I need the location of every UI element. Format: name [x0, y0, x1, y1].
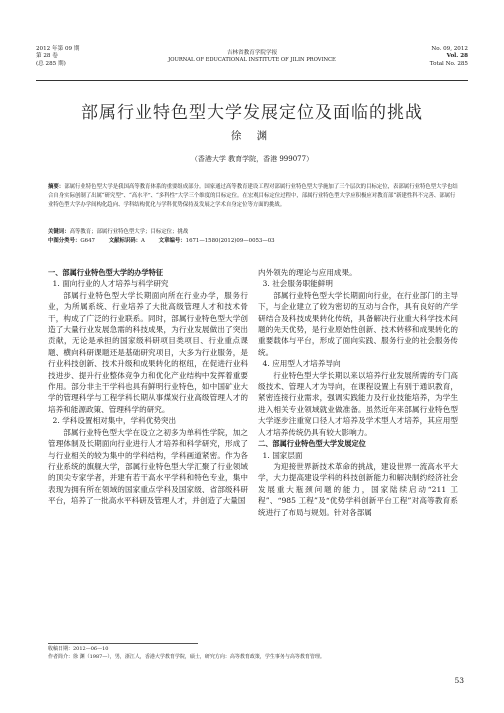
paragraph: 内外领先的理论与应用成果。 [258, 268, 357, 277]
header-total-line: (总 285 期) [36, 60, 66, 67]
header-issue-info-en [388, 46, 468, 68]
paragraph: 部属行业特色型大学长期面向行业，在行业部门的主导下，与企业建立了较为密切的互动与合作，具有良好的产学研结合及科技成果转化传统，具备解决行业重大科学技术问题的先天优势，是行业原始性创新、技术转移和成果转化的重要载体与平台，形成了面向实践、服务行业的社会服务传统。 [258, 290, 458, 357]
art-label: 文章编号： [158, 238, 186, 244]
header-journal-name [120, 50, 384, 65]
article-number [159, 238, 275, 244]
section-heading: 二、部属行业特色型大学发展定位 [258, 439, 366, 449]
section-heading: 一、部属行业特色型大学的办学特征 [48, 268, 164, 277]
body-column-left [48, 267, 248, 507]
keywords [48, 228, 458, 237]
classification-line [48, 237, 458, 246]
clc-code [48, 238, 95, 244]
abstract-label: 摘要： [48, 184, 65, 190]
journal-name-en: JOURNAL OF EDUCATIONAL INSTITUTE OF JILIN PROVINCE [168, 57, 336, 64]
subsection-heading: 3. 社会服务职能鲜明 [262, 279, 333, 289]
article-metadata [48, 228, 458, 246]
footnote-divider [48, 643, 198, 644]
header-no-line: No. 09, 2012 [431, 46, 468, 52]
paragraph: 为迎接世界新技术革命的挑战，建设世界一流高水平大学，大力提高建设学科的科技创新能力和解决制约经济社会发展重大瓶颈问题的能力，国家陆续启动“211 工程”、“985 工程”及“优势学科创新平台工程”对高等教育系统进行了布局与规划。针对各部属 [258, 461, 458, 517]
keywords-label: 关键词： [48, 229, 70, 235]
subsection-heading: 2. 学科设置相对集中，学科优势突出 [52, 416, 177, 426]
clc-value: G647 [80, 238, 95, 244]
footnote [48, 646, 468, 661]
subsection-heading: 4. 应用型人才培养导向 [262, 359, 341, 369]
header-totalno-line: Total No. 285 [429, 60, 468, 67]
author-affiliation: （香港大学 教育学院，香港 999077） [190, 155, 314, 163]
doc-label: 文献标识码： [108, 238, 142, 244]
art-value: 1671—1580(2012)09—0053—03 [185, 238, 275, 244]
article-title: 部属行业特色型大学发展定位及面临的挑战 [81, 103, 423, 123]
header-divider [36, 80, 468, 81]
subsection-heading: 1. 国家层面 [262, 450, 303, 460]
author-bio: 作者简介：徐 渊（1987—），男，浙江人，香港大学教育学院，硕士，研究方向：高等教育政策，学生事务与高等教育管理。 [48, 653, 325, 660]
abstract [48, 183, 458, 210]
clc-label: 中图分类号： [48, 238, 81, 244]
abstract-text: 部属行业特色型大学是我国高等教育体系的重要组成部分。国家通过高等教育建设工程对部属行业特色型大学施加了三个层次的目标定位，表部属行业特色型大学也结合自身实际创制了出属“研究型”、“高水平”、“多科性”大学三个维度的目标定位。在宏观目标定位过程中，部属行业特色型大学应积极应对教育部“新建性科不完善、部属行业特色型大学办学间构化趋向、学科结构优化与学科优势保持及发展之学术自身定位等方面的挑战。 [48, 184, 458, 208]
author-name: 徐 渊 [230, 130, 274, 142]
journal-name-cn: 吉林省教育学院学报 [226, 50, 278, 56]
subsection-heading: 1. 面向行业的人才培养与科学研究 [52, 279, 169, 289]
header-issue-info [36, 46, 106, 68]
received-date: 收稿日期：2012—06—10 [48, 646, 109, 652]
paragraph: 部属行业特色型大学在设立之初多为单科性学院，加之管理体制及长期面向行业进行人才培养和科学研究，形成了与行业相关的较为集中的学科结构，学科画道紧密。作为各行业系统的旗舰大学，部属行业特色型大学汇聚了行业领域的顶尖专家学者，并建有若干高水平学科和特色专业，集中表现为拥有所在领域的国家重点学科及国家级、省部级科研平台，培养了一批高水平科研及管理人才，并创造了大量国 [48, 427, 248, 506]
paragraph: 部属行业特色型大学长期面向所在行业办学，服务行业，为所属系统、行业培养了大批高级管理人才和技术骨干，构成了广泛的行业联系。同时，部属行业特色型大学创造了大量行业发展急需的科技成果，为行业发展做出了突出贡献，无论是承担的国家级科研项目类项目、行业重点课题、横向科研课题还是基础研究项目，大多为行业服务，是行业科技创新、技术升级和成果转化的枢纽，在促进行业科技进步、提升行业整体竞争力和优化产业结构中发挥着重要作用。部分非主干学科也具有鲜明行业特色，如中国矿业大学的管理科学与工程学科长期从事煤炭行业高级管理人才的培养和能源政策、管理科学的研究。 [48, 290, 248, 414]
header-volume-line: 第 28 卷 [36, 53, 58, 60]
page-number: 53 [454, 676, 464, 685]
body-column-right [258, 267, 458, 518]
doc-code [109, 238, 145, 244]
doc-value: A [141, 238, 145, 244]
header-issue-line: 2012 年第 09 期 [36, 46, 80, 52]
header-vol-line: Vol. 28 [446, 53, 468, 60]
paragraph: 行业特色型大学长期以来以培养行业发展所需的专门高级技术、管理人才为导向，在课程设置上有别于通识教育，紧密连接行业需求，强调实践能力及行业技能培养，为学生进入相关专业领域就业做准备。虽然近年来部属行业特色型大学逐步注重宽口径人才培养及学术型人才培养，其应用型人才培养传统仍具有较大影响力。 [258, 370, 458, 437]
keywords-text: 高等教育；部属行业特色型大学；目标定位；挑战 [69, 229, 189, 235]
